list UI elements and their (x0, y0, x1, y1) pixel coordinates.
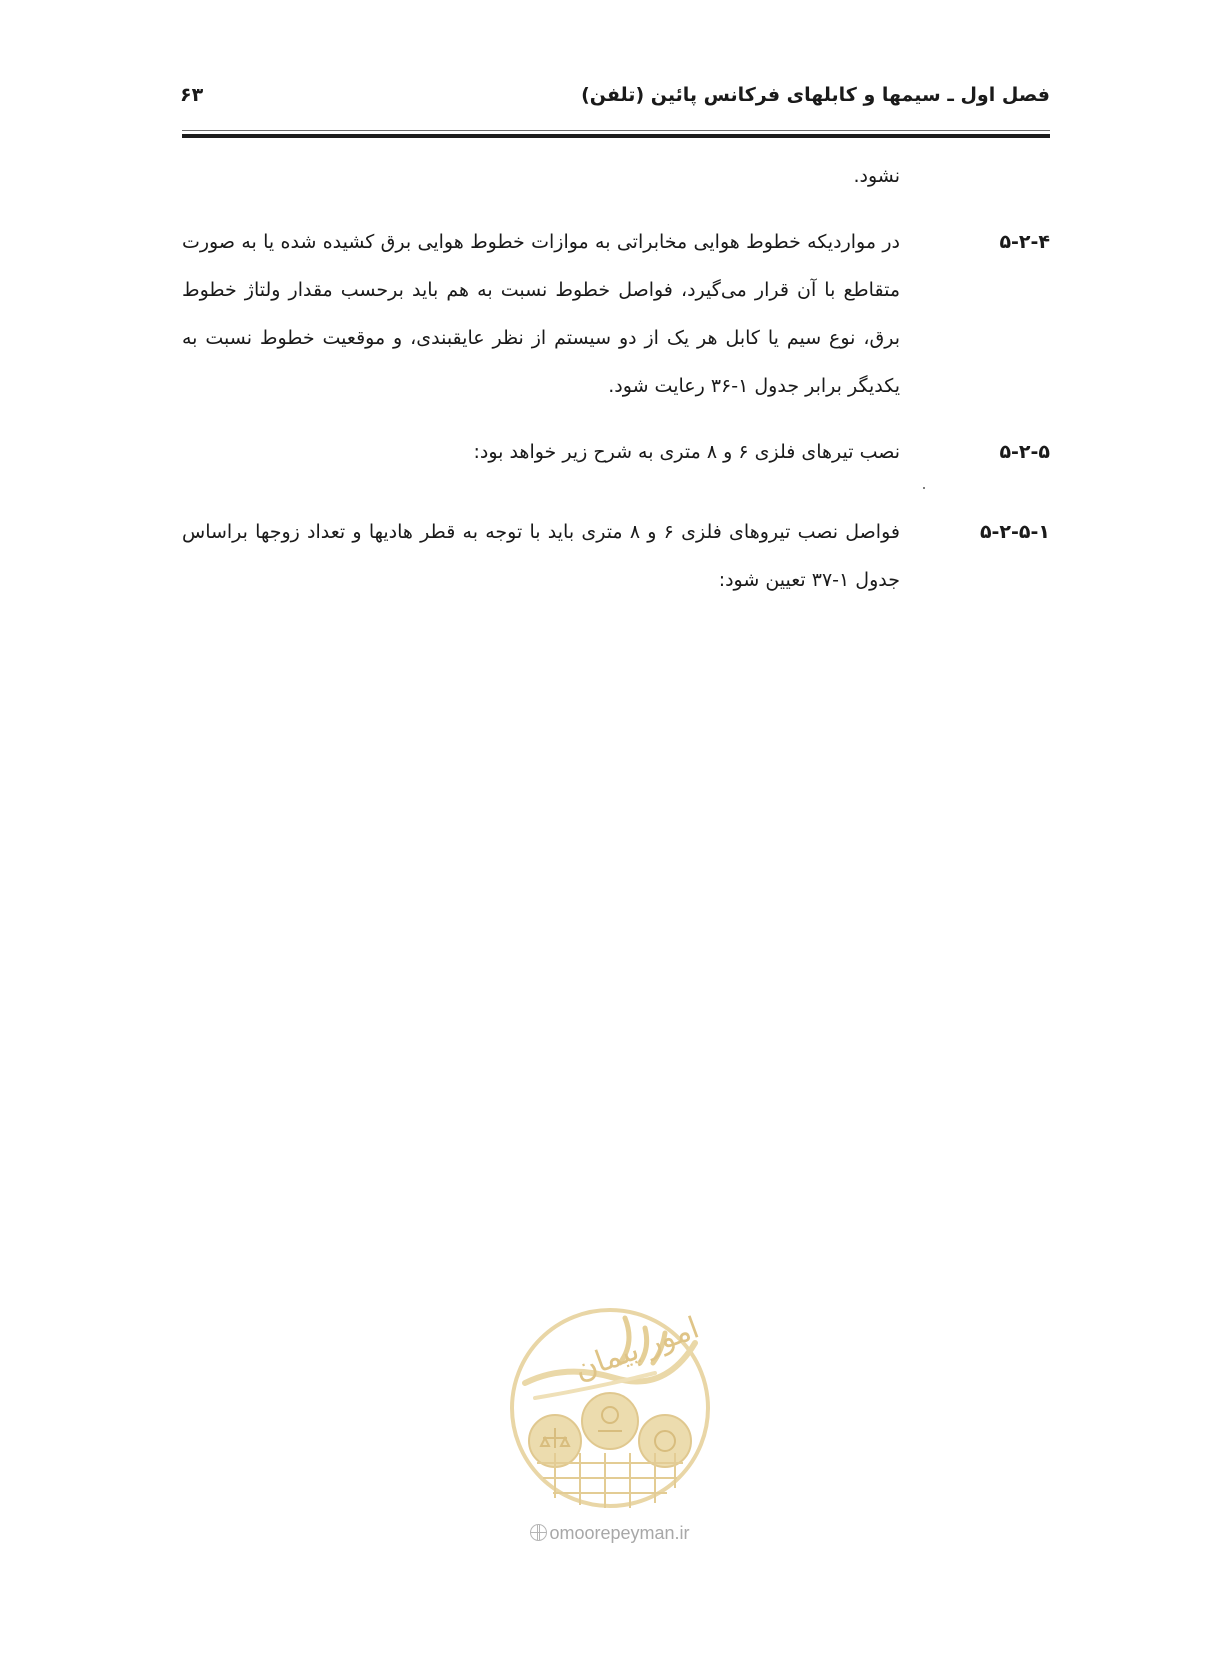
watermark-logo (505, 1303, 715, 1513)
section-text: فواصل نصب تیروهای فلزی ۶ و ۸ متری باید با توجه به قطر هادیها و تعداد زوجها براساس جدول ۱-۳۷ تعیین شود: (182, 521, 900, 591)
logo-lettering: امور پیمان (569, 1310, 704, 1388)
continuation-text: نشود. (853, 165, 900, 187)
watermark-site (500, 1523, 720, 1544)
globe-icon (530, 1524, 547, 1541)
section-text: در مواردیکه خطوط هوایی مخابراتی به موازات خطوط هوایی برق کشیده شده یا به صورت متقاطع با آن قرار می‌گیرد، فواصل خطوط نسبت به هم باید برحسب مقدار ولتاژ خطوط برق، نوع سیم یا کابل هر یک از دو سیستم از نظر عایقبندی، و موقعیت خطوط نسبت به یکدیگر برابر جدول ۱-۳۶ رعایت شود. (182, 231, 900, 397)
header-rule (182, 134, 1050, 138)
chapter-title: فصل اول ـ سیمها و کابلهای فرکانس پائین (تلفن) (581, 84, 1050, 106)
section-text: نصب تیرهای فلزی ۶ و ۸ متری به شرح زیر خواهد بود: (473, 441, 900, 463)
stray-dot (923, 487, 925, 489)
section-number: ۵-۲-۵-۱ (979, 521, 1050, 543)
page-number: ۶۳ (180, 84, 204, 106)
site-url: omoorepeyman.ir (549, 1523, 690, 1543)
section-number: ۵-۲-۴ (999, 231, 1050, 253)
section-number: ۵-۲-۵ (999, 441, 1050, 463)
page-header (180, 84, 1050, 116)
header-rule-thin (182, 130, 1050, 131)
